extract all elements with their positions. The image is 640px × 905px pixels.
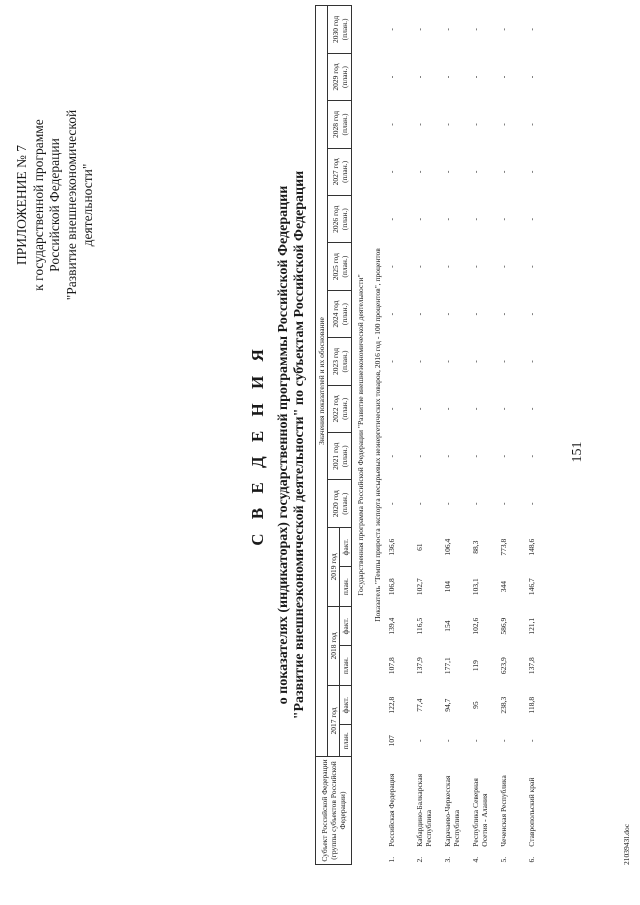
row-subject-name: Карачаево-Черкесская Республика [443,775,461,847]
cell-value: 177,1 [443,657,452,675]
cell-value: 77,4 [415,698,424,712]
cell-planned-value: - [443,502,452,505]
appendix-header [14,40,97,370]
cell-planned-value: - [527,502,536,505]
cell-planned-value: - [415,360,424,363]
header-subject: Субъект Российской Федерации (группы субъектов Российской Федерации) [316,757,352,865]
cell-value: 137,8 [527,657,536,675]
header-values: Значения показателей и их обоснование [316,6,328,757]
cell-planned-value: - [527,407,536,411]
cell-value: 88,3 [471,540,480,554]
appendix-line: к государственной программе [30,119,46,291]
header-plan: план. [340,567,352,607]
row-index: 5. [499,856,508,863]
program-line: Государственная программа Российской Федерации "Развитие внешнеэкономической деятельности" [356,274,365,596]
cell-value: - [471,739,480,742]
cell-value: - [527,739,536,742]
header-plan: план. [340,646,352,686]
cell-value: 623,9 [499,657,508,675]
row-index: 6. [527,856,536,863]
row-index: 3. [443,856,452,863]
cell-planned-value: - [499,123,508,126]
cell-planned-value: - [471,218,480,221]
cell-planned-value: - [499,170,508,174]
cell-value: 106,8 [387,578,396,596]
cell-planned-value: - [443,265,452,268]
cell-planned-value: - [527,360,536,363]
cell-planned-value: - [415,75,424,79]
cell-planned-value: - [415,312,424,316]
cell-value: 238,3 [499,696,508,714]
header-future-year: 2028 год (план.) [328,101,352,148]
cell-value: 103,1 [471,578,480,596]
cell-value: 344 [499,581,508,593]
header-future-year: 2020 год (план.) [328,480,352,527]
cell-planned-value: - [499,407,508,411]
cell-planned-value: - [527,170,536,174]
cell-planned-value: - [443,123,452,126]
title-subtitle: "Развитие внешнеэкономической деятельности" по субъектам Российской Федерации [292,170,307,720]
cell-planned-value: - [387,265,396,268]
cell-planned-value: - [415,218,424,221]
appendix-line: "Развитие внешнеэкономической [63,109,79,301]
cell-planned-value: - [387,123,396,126]
cell-value: - [443,739,452,742]
header-future-year: 2024 год (план.) [328,290,352,337]
cell-planned-value: - [527,265,536,268]
cell-planned-value: - [387,75,396,79]
table-row [526,6,554,865]
header-future-year: 2023 год (план.) [328,338,352,385]
header-future-year: 2026 год (план.) [328,196,352,243]
row-subject-name: Чеченская Республика [499,775,508,847]
cell-value: 773,8 [499,538,508,556]
cell-planned-value: - [499,75,508,79]
cell-planned-value: - [387,502,396,505]
cell-planned-value: - [387,407,396,411]
cell-planned-value: - [471,407,480,411]
cell-value: 154 [443,620,452,632]
cell-planned-value: - [471,455,480,458]
cell-value: 116,5 [415,617,424,635]
header-year-2017: 2017 год [328,685,340,756]
cell-value: 139,4 [387,617,396,635]
cell-value: 146,7 [527,578,536,596]
cell-planned-value: - [471,75,480,79]
cell-planned-value: - [499,28,508,31]
header-future-year: 2030 год (план.) [328,6,352,54]
cell-value: 61 [415,543,424,551]
document-title [248,105,308,785]
cell-planned-value: - [499,360,508,363]
title-subtitle: о показателях (индикаторах) государственной программы Российской Федерации [276,185,291,705]
cell-planned-value: - [527,75,536,79]
cell-value: 102,7 [415,578,424,596]
header-future-year: 2027 год (план.) [328,148,352,195]
cell-planned-value: - [387,170,396,174]
cell-planned-value: - [387,312,396,316]
cell-value: 119 [471,660,480,672]
cell-value: 107 [387,735,396,747]
header-future-year: 2025 год (план.) [328,243,352,290]
cell-value: 107,8 [387,657,396,675]
cell-planned-value: - [471,265,480,268]
cell-planned-value: - [443,218,452,221]
cell-planned-value: - [499,265,508,268]
cell-planned-value: - [415,407,424,411]
row-index: 4. [471,856,480,863]
cell-planned-value: - [471,123,480,126]
cell-value: 118,8 [527,696,536,714]
cell-planned-value: - [443,75,452,79]
appendix-line: ПРИЛОЖЕНИЕ № 7 [14,144,29,266]
cell-planned-value: - [415,455,424,458]
header-future-year: 2022 год (план.) [328,385,352,432]
cell-planned-value: - [471,28,480,31]
indicators-table-wrap [315,5,554,865]
header-future-year: 2021 год (план.) [328,433,352,480]
cell-planned-value: - [499,218,508,221]
cell-value: 148,6 [527,538,536,556]
header-fact: факт. [340,606,352,646]
cell-value: 106,4 [443,538,452,556]
header-fact: факт. [340,527,352,567]
cell-value: 104 [443,581,452,593]
file-name-footer: 2103943l.doc [622,823,631,865]
cell-planned-value: - [415,502,424,505]
cell-planned-value: - [527,312,536,316]
cell-planned-value: - [527,218,536,221]
title-main: С В Е Д Е Н И Я [248,344,267,546]
cell-planned-value: - [499,502,508,505]
cell-planned-value: - [443,312,452,316]
header-plan: план. [340,725,352,757]
cell-planned-value: - [387,455,396,458]
cell-value: 121,1 [527,617,536,635]
cell-planned-value: - [443,407,452,411]
cell-planned-value: - [499,455,508,458]
cell-value: - [499,739,508,742]
cell-planned-value: - [499,312,508,316]
header-fact: факт. [340,685,352,725]
cell-planned-value: - [387,360,396,363]
cell-value: 137,9 [415,657,424,675]
cell-planned-value: - [471,360,480,363]
cell-planned-value: - [415,28,424,31]
row-subject-name: Республика Северная Осетия - Алания [471,778,489,847]
cell-planned-value: - [527,455,536,458]
appendix-line: Российской Федерации [47,138,62,272]
cell-planned-value: - [415,123,424,126]
cell-planned-value: - [443,170,452,174]
page-number: 151 [570,441,585,463]
appendix-line: деятельности" [80,163,95,247]
cell-value: 122,8 [387,696,396,714]
cell-planned-value: - [387,28,396,31]
table-row [498,6,526,865]
cell-planned-value: - [443,455,452,458]
cell-planned-value: - [443,360,452,363]
cell-planned-value: - [471,170,480,174]
cell-value: 136,6 [387,538,396,556]
cell-planned-value: - [471,312,480,316]
cell-value: - [415,739,424,742]
cell-value: 95 [471,701,480,709]
cell-planned-value: - [527,123,536,126]
cell-value: 586,9 [499,617,508,635]
indicator-line: Показатель "Темпы прироста экспорта несырьевых неэнергетических товаров, 2016 год - 100 процентов", процентов [373,248,382,622]
table-row [442,6,470,865]
cell-value: 102,6 [471,617,480,635]
row-subject-name: Кабардино-Балкарская Республика [415,773,433,847]
header-future-year: 2029 год (план.) [328,53,352,100]
cell-planned-value: - [387,218,396,221]
header-year-2019: 2019 год [328,527,340,606]
row-subject-name: Российская Федерация [387,773,396,847]
row-index: 1. [387,856,396,863]
cell-value: 94,7 [443,698,452,712]
cell-planned-value: - [471,502,480,505]
row-subject-name: Ставропольский край [527,777,536,847]
table-row [386,6,414,865]
cell-planned-value: - [527,28,536,31]
cell-planned-value: - [415,265,424,268]
table-row [414,6,442,865]
table-row [470,6,498,865]
cell-planned-value: - [443,28,452,31]
header-year-2018: 2018 год [328,606,340,685]
cell-planned-value: - [415,170,424,174]
indicators-table [315,5,554,865]
row-index: 2. [415,856,424,863]
